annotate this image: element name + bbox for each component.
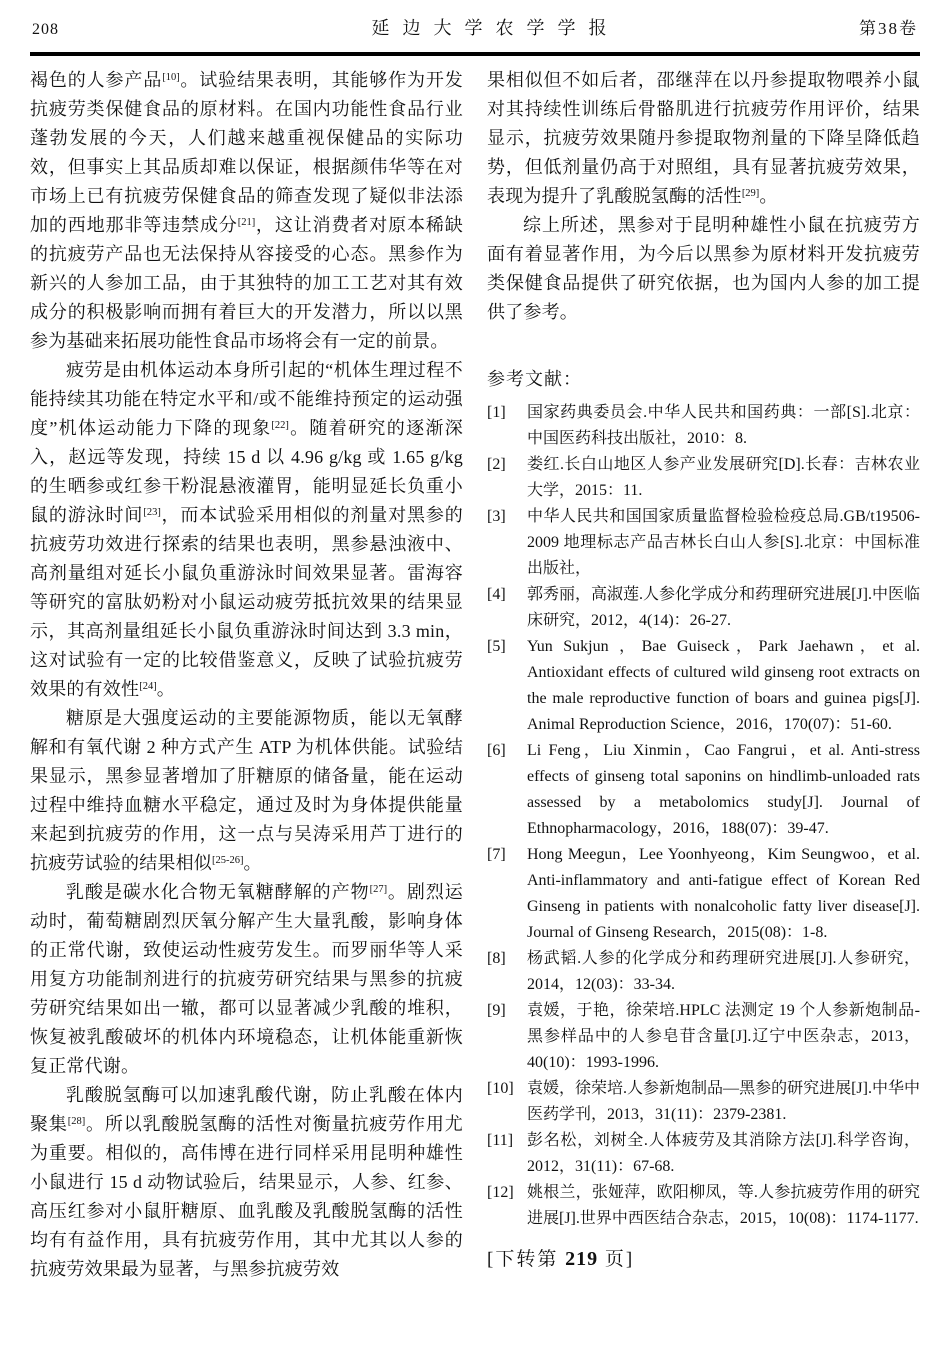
reference-text: 国家药典委员会.中华人民共和国药典：一部[S].北京：中国医药科技出版社，2010：8.: [527, 404, 920, 447]
reference-label: [3]: [487, 508, 506, 525]
page-number: 208: [32, 21, 59, 38]
left-column: [30, 66, 463, 1284]
reference-item: [487, 582, 920, 634]
body-paragraph: 疲劳是由机体运动本身所引起的“机体生理过程不能持续其功能在特定水平和/或不能维持预定的运动强度”机体运动能力下降的现象[22]。随着研究的逐渐深入，赵远等发现，持续 15 d 以 4.96 g/kg 或 1.65 g/kg 的生晒参或红参干粉混悬液灌胃，能明显延长负重小鼠的游泳时间[23]，而本试验采用相似的剂量对黑参的抗疲劳功效进行探索的结果也表明，黑参悬浊液中、高剂量组对延长小鼠负重游泳时间效果显著。雷海容等研究的富肽奶粉对小鼠运动疲劳抵抗效果的结果显示，其高剂量组延长小鼠负重游泳时间达到 3.3 min，这对试验有一定的比较借鉴意义，反映了试验抗疲劳效果的有效性[24]。: [30, 360, 464, 699]
citation-superscript: [25-26]: [212, 855, 244, 866]
reference-text: 姚根兰，张娅萍，欧阳柳凤，等.人参抗疲劳作用的研究进展[J].世界中西医结合杂志，2015，10(08)：1174-1177.: [527, 1184, 920, 1227]
reference-item: [487, 842, 920, 946]
reference-text: Hong Meegun，Lee Yoonhyeong，Kim Seungwoo，et al. Anti-inflammatory and anti-fatigue effect of Korean Red Ginseng in patients with nonalcoholic fatty liver disease[J]. Journal of Ginseng Research，2015(08)：1-8.: [527, 846, 920, 941]
reference-label: [6]: [487, 742, 506, 759]
reference-list: [487, 400, 920, 1232]
reference-label: [8]: [487, 950, 506, 967]
citation-superscript: [24]: [139, 681, 157, 692]
citation-superscript: [28]: [67, 1116, 86, 1127]
reference-text: 袁媛，于艳，徐荣培.HPLC 法测定 19 个人参新炮制品-黑参样品中的人参皂苷含量[J].辽宁中医杂志，2013，40(10)：1993-1996.: [527, 1002, 920, 1071]
reference-item: [487, 400, 920, 452]
continuation-suffix: 页]: [598, 1249, 635, 1270]
reference-item: [487, 1076, 920, 1128]
reference-label: [5]: [487, 638, 506, 655]
reference-item: [487, 738, 920, 842]
references-heading: 参考文献：: [487, 369, 582, 389]
volume-label: 第38卷: [859, 19, 918, 38]
reference-label: [12]: [487, 1184, 514, 1201]
citation-superscript: [27]: [369, 884, 388, 895]
reference-text: 娄红.长白山地区人参产业发展研究[D].长春：吉林农业大学，2015：11.: [527, 456, 920, 499]
citation-superscript: [23]: [143, 507, 161, 518]
body-paragraph: 果相似但不如后者，邵继萍在以丹参提取物喂养小鼠对其持续性训练后骨骼肌进行抗疲劳作用评价，结果显示，抗疲劳效果随丹参提取物剂量的下降呈降低趋势，但低剂量仍高于对照组，具有显著抗疲劳效果，表现为提升了乳酸脱氢酶的活性[29]。: [487, 70, 920, 206]
journal-title: 延边大学农学学报: [371, 18, 620, 38]
reference-label: [11]: [487, 1132, 514, 1149]
reference-label: [7]: [487, 846, 506, 863]
reference-item: [487, 504, 920, 582]
reference-item: [487, 1128, 920, 1180]
reference-label: [2]: [487, 456, 506, 473]
reference-item: [487, 1180, 920, 1232]
reference-text: 中华人民共和国国家质量监督检验检疫总局.GB/t19506-2009 地理标志产品吉林长白山人参[S].北京：中国标准出版社，: [527, 508, 920, 577]
reference-text: 郭秀丽，高淑莲.人参化学成分和药理研究进展[J].中医临床研究，2012，4(14)：26-27.: [527, 586, 920, 629]
continuation-page-number: 219: [565, 1248, 599, 1270]
reference-label: [10]: [487, 1080, 514, 1097]
continuation-note: [487, 1244, 920, 1271]
reference-item: [487, 946, 920, 998]
two-column-layout: [30, 56, 920, 1284]
citation-superscript: [22]: [271, 420, 289, 431]
reference-item: [487, 634, 920, 738]
reference-text: Yun Sukjun ，Bae Guiseck，Park Jaehawn，et al. Antioxidant effects of cultured wild ginseng root extracts on the male reproductive function of boars and guinea pigs[J]. Animal Reproduction Science，2016，170(07)：51-60.: [527, 638, 920, 733]
reference-label: [1]: [487, 404, 506, 421]
continuation-prefix: [下转第: [487, 1249, 566, 1270]
reference-label: [4]: [487, 586, 506, 603]
body-paragraph: 综上所述，黑参对于昆明种雄性小鼠在抗疲劳方面有着显著作用，为今后以黑参为原材料开发抗疲劳类保健食品提供了研究依据，也为国内人参的加工提供了参考。: [487, 215, 920, 322]
right-column-paragraphs: [487, 66, 920, 327]
reference-item: [487, 998, 920, 1076]
citation-superscript: [29]: [741, 188, 760, 199]
body-paragraph: 褐色的人参产品[10]。试验结果表明，其能够作为开发抗疲劳类保健食品的原材料。在国内功能性食品行业蓬勃发展的今天，人们越来越重视保健品的实际功效，但事实上其品质却难以保证，根据颜伟华等在对市场上已有抗疲劳保健食品的筛查发现了疑似非法添加的西地那非等违禁成分[21]，这让消费者对原本稀缺的抗疲劳产品也无法保持从容接受的心态。黑参作为新兴的人参加工品，由于其独特的加工工艺对其有效成分的积极影响而拥有着巨大的开发潜力，所以以黑参为基础来拓展功能性食品市场将会有一定的前景。: [30, 70, 463, 351]
page-header: [30, 12, 920, 56]
body-paragraph: 乳酸脱氢酶可以加速乳酸代谢，防止乳酸在体内聚集[28]。所以乳酸脱氢酶的活性对衡量抗疲劳作用尤为重要。相似的，高伟博在进行同样采用昆明种雄性小鼠进行 15 d 动物试验后，结果显示，人参、红参、高压红参对小鼠肝糖原、血乳酸及乳酸脱氢酶的活性均有有益作用，具有抗疲劳作用，其中尤其以人参的抗疲劳效果最为显著，与黑参抗疲劳效: [30, 1085, 464, 1279]
citation-superscript: [10]: [162, 72, 180, 83]
reference-item: [487, 452, 920, 504]
reference-label: [9]: [487, 1002, 506, 1019]
reference-text: 袁媛，徐荣培.人参新炮制品—黑参的研究进展[J].中华中医药学刊，2013，31(11)：2379-2381.: [527, 1080, 920, 1123]
citation-superscript: [21]: [237, 217, 256, 228]
reference-text: Li Feng，Liu Xinmin，Cao Fangrui，et al. Anti-stress effects of ginseng total saponins on hindlimb-unloaded rats assessed by a metabolomics study[J]. Journal of Ethnopharmacology，2016，188(07)：39-47.: [527, 742, 920, 837]
right-column: [487, 66, 920, 1284]
reference-text: 杨武韬.人参的化学成分和药理研究进展[J].人参研究，2014，12(03)：33-34.: [527, 950, 920, 993]
reference-text: 彭名松，刘树全.人体疲劳及其消除方法[J].科学咨询，2012，31(11)：67-68.: [527, 1132, 920, 1175]
body-paragraph: 乳酸是碳水化合物无氧糖酵解的产物[27]。剧烈运动时，葡萄糖剧烈厌氧分解产生大量乳酸，影响身体的正常代谢，致使运动性疲劳发生。而罗丽华等人采用复方功能制剂进行的抗疲劳研究结果与黑参的抗疲劳研究结果如出一辙，都可以显著减少乳酸的堆积，恢复被乳酸破坏的机体内环境稳态，让机体能重新恢复正常代谢。: [30, 882, 463, 1076]
body-paragraph: 糖原是大强度运动的主要能源物质，能以无氧酵解和有氧代谢 2 种方式产生 ATP 为机体供能。试验结果显示，黑参显著增加了肝糖原的储备量，能在运动过程中维持血糖水平稳定，通过及时为身体提供能量来起到抗疲劳的作用，这一点与吴涛采用芦丁进行的抗疲劳试验的结果相似[25-26]。: [30, 708, 463, 873]
